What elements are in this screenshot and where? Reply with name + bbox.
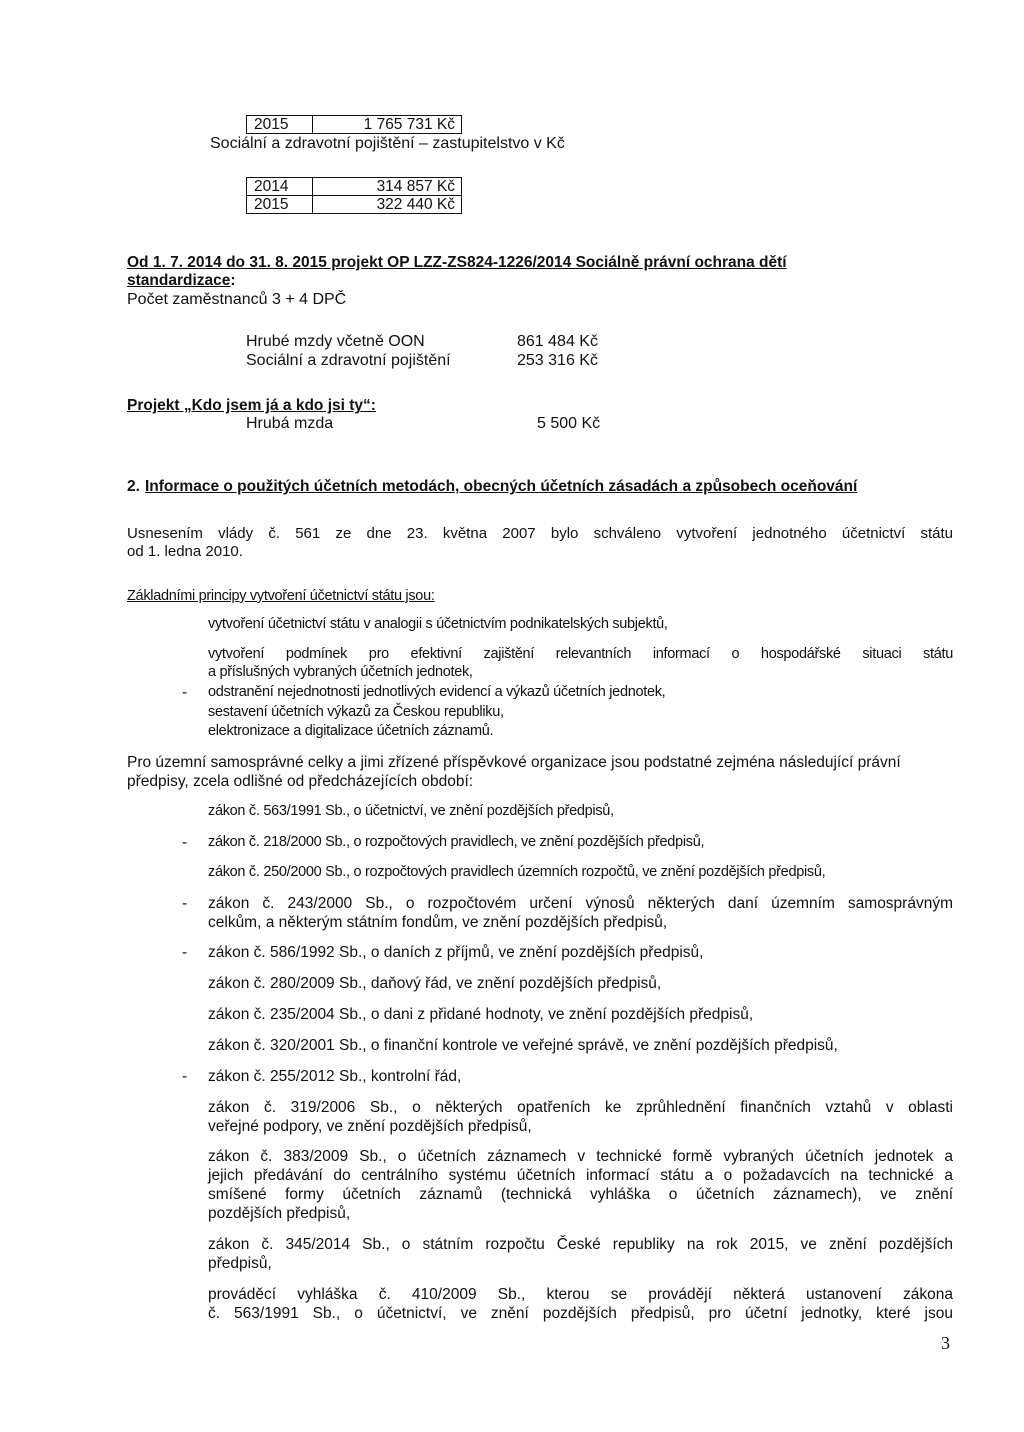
principles-heading: Základními principy vytvoření účetnictví státu jsou:: [127, 588, 435, 604]
law-item: zákon č. 563/1991 Sb., o účetnictví, ve znění pozdějších předpisů,: [208, 803, 614, 819]
law-item-cont: celkům, a některým státním fondům, ve znění pozdějších předpisů,: [208, 914, 668, 931]
year-cell: 2015: [247, 196, 313, 214]
year-cell: 2014: [247, 178, 313, 196]
principle-item: elektronizace a digitalizace účetních záznamů.: [208, 723, 494, 739]
resolution-text: Usnesením vlády č. 561 ze dne 23. května 2007 bylo schváleno vytvoření jednotného účetnictví státu: [127, 525, 953, 542]
year-cell: 2015: [247, 116, 313, 134]
staff-count: Počet zaměstnanců 3 + 4 DPČ: [127, 291, 347, 308]
social-insurance-title: Sociální a zdravotní pojištění – zastupitelstvo v Kč: [210, 135, 565, 152]
project-heading-standardizace: standardizace: [127, 272, 231, 289]
principle-item-cont: a příslušných vybraných účetních jednotek,: [208, 664, 473, 680]
project-heading-line1: Od 1. 7. 2014 do 31. 8. 2015 projekt OP LZZ-ZS824-1226/2014 Sociálně právní ochrana dětí: [127, 254, 787, 271]
dash-bullet: -: [182, 944, 188, 961]
law-item-cont: smíšené formy účetních záznamů (technická vyhláška o účetních záznamech), ve znění: [208, 1186, 953, 1203]
project2-wage-label: Hrubá mzda: [246, 415, 334, 432]
principle-item: vytvoření podmínek pro efektivní zajištění relevantních informací o hospodářské situaci státu: [208, 646, 953, 662]
insurance-label: Sociální a zdravotní pojištění: [246, 352, 451, 369]
project-heading-colon: :: [230, 272, 236, 289]
section-heading: Informace o použitých účetních metodách, obecných účetních zásadách a způsobech oceňování: [145, 478, 858, 495]
value-cell: 314 857 Kč: [313, 178, 462, 196]
dash-bullet: -: [182, 684, 188, 701]
insurance-value: 253 316 Kč: [517, 352, 598, 369]
project2-wage-value: 5 500 Kč: [537, 415, 601, 432]
dash-bullet: -: [182, 834, 188, 851]
dash-bullet: -: [182, 895, 188, 912]
legal-intro-line2: předpisy, zcela odlišné od předcházejících období:: [127, 773, 474, 790]
law-item-cont: jejich předávání do centrálního systému účetních informací státu a o požadavcích na technické a: [208, 1167, 953, 1184]
law-item-cont: veřejné podpory, ve znění pozdějších předpisů,: [208, 1118, 532, 1135]
dash-bullet: -: [182, 1068, 188, 1085]
wages-label: Hrubé mzdy včetně OON: [246, 333, 425, 350]
table-row: [247, 116, 462, 134]
wages-value: 861 484 Kč: [517, 333, 598, 350]
table-row: [247, 178, 462, 196]
value-cell: 322 440 Kč: [313, 196, 462, 214]
project-heading-line2: [127, 272, 236, 290]
law-item: zákon č. 320/2001 Sb., o finanční kontrole ve veřejné správě, ve znění pozdějších předpisů,: [208, 1037, 838, 1054]
resolution-line2: od 1. ledna 2010.: [127, 543, 243, 560]
law-item: zákon č. 250/2000 Sb., o rozpočtových pravidlech územních rozpočtů, ve znění pozdějších předpisů,: [208, 864, 826, 880]
law-item: zákon č. 235/2004 Sb., o dani z přidané hodnoty, ve znění pozdějších předpisů,: [208, 1006, 754, 1023]
law-item-cont: č. 563/1991 Sb., o účetnictví, ve znění pozdějších předpisů, pro účetní jednotky, které jsou: [208, 1305, 953, 1322]
law-item: zákon č. 218/2000 Sb., o rozpočtových pravidlech, ve znění pozdějších předpisů,: [208, 834, 705, 850]
section-number: 2.: [127, 478, 140, 495]
law-item: zákon č. 243/2000 Sb., o rozpočtovém určení výnosů některých daní územním samosprávným: [208, 895, 953, 912]
table-insurance: [246, 177, 462, 214]
resolution-line1: [127, 525, 953, 542]
law-item: zákon č. 255/2012 Sb., kontrolní řád,: [208, 1068, 462, 1085]
law-item: zákon č. 345/2014 Sb., o státním rozpočtu České republiky na rok 2015, ve znění pozdějších: [208, 1236, 953, 1253]
page-number: 3: [941, 1333, 950, 1353]
law-item: zákon č. 586/1992 Sb., o daních z příjmů, ve znění pozdějších předpisů,: [208, 944, 704, 961]
legal-intro-line1: Pro územní samosprávné celky a jimi zřízené příspěvkové organizace jsou podstatné zejména následující právní: [127, 754, 901, 771]
principle-item: odstranění nejednotnosti jednotlivých evidencí a výkazů účetních jednotek,: [208, 684, 666, 700]
table-2015-total: [246, 115, 462, 134]
project2-heading: Projekt „Kdo jsem já a kdo jsi ty“:: [127, 397, 376, 414]
principle-item: sestavení účetních výkazů za Českou republiku,: [208, 704, 504, 720]
value-cell: 1 765 731 Kč: [313, 116, 462, 134]
law-item: zákon č. 319/2006 Sb., o některých opatřeních ke zprůhlednění finančních vztahů v oblasti: [208, 1099, 953, 1116]
law-item: prováděcí vyhláška č. 410/2009 Sb., kterou se provádějí některá ustanovení zákona: [208, 1286, 953, 1303]
law-item: zákon č. 280/2009 Sb., daňový řád, ve znění pozdějších předpisů,: [208, 975, 662, 992]
table-row: [247, 196, 462, 214]
law-item: zákon č. 383/2009 Sb., o účetních záznamech v technické formě vybraných účetních jednotek a: [208, 1148, 953, 1165]
law-item-cont: předpisů,: [208, 1255, 272, 1272]
law-item-cont: pozdějších předpisů,: [208, 1205, 351, 1222]
principle-item: vytvoření účetnictví státu v analogii s účetnictvím podnikatelských subjektů,: [208, 616, 668, 632]
